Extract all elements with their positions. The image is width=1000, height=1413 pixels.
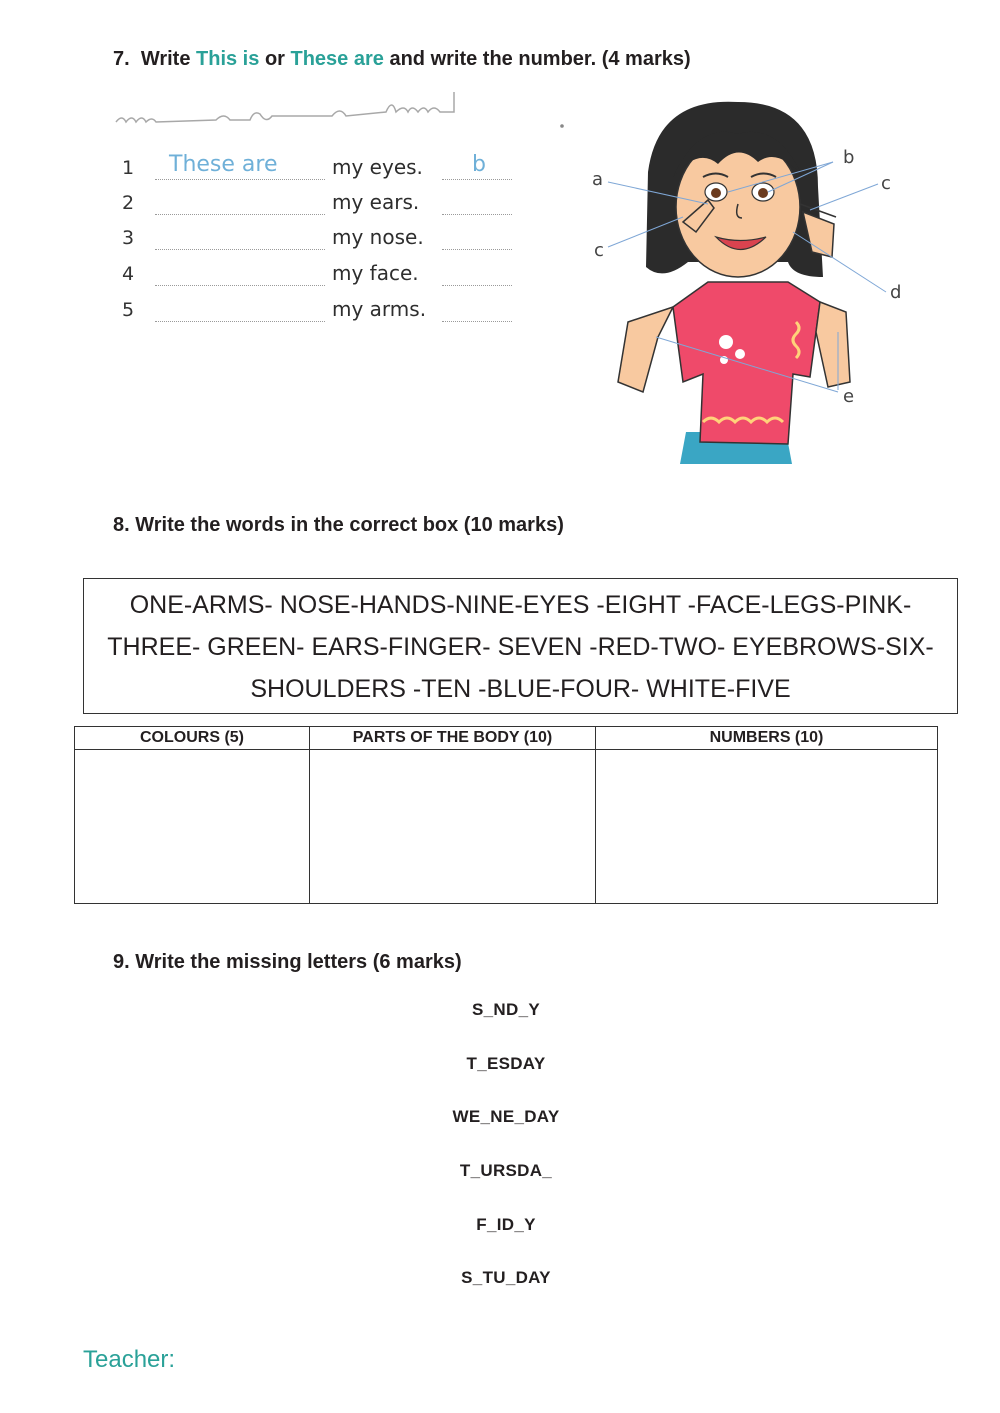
- right-arm-shape: [816, 302, 850, 387]
- q7-post: and write the number. (4 marks): [389, 48, 691, 70]
- row-number: 1: [122, 157, 135, 179]
- answer-blank[interactable]: [155, 297, 325, 322]
- row-number: 4: [122, 263, 135, 285]
- label-c-right: c: [881, 173, 891, 194]
- scribble-instruction-line: [112, 92, 572, 134]
- row-phrase: my nose.: [332, 225, 424, 249]
- label-d: d: [890, 282, 902, 303]
- q7-pre: Write: [140, 48, 191, 70]
- label-c-left: c: [594, 240, 604, 261]
- label-e: e: [843, 386, 855, 407]
- missing-letters-word[interactable]: T_URSDA_: [459, 1161, 553, 1180]
- answer-blank[interactable]: [155, 225, 325, 250]
- q9-heading: 9. Write the missing letters (6 marks): [113, 951, 462, 973]
- shirt-dot: [719, 335, 733, 349]
- q7-heading: [113, 48, 691, 71]
- word-bank-line: ONE-ARMS- NOSE-HANDS-NINE-EYES -EIGHT -FACE-LEGS-PINK-: [129, 591, 912, 619]
- sorting-table: [74, 726, 938, 904]
- missing-letters-word[interactable]: F_ID_Y: [476, 1215, 536, 1234]
- letter-blank[interactable]: [442, 261, 512, 286]
- answer-blank[interactable]: [155, 261, 325, 286]
- missing-letters-word[interactable]: S_TU_DAY: [461, 1268, 551, 1287]
- missing-letters-word[interactable]: WE_NE_DAY: [452, 1107, 560, 1126]
- row-number: 5: [122, 299, 135, 321]
- row-phrase: my ears.: [332, 190, 420, 214]
- answer-blank[interactable]: [155, 152, 325, 180]
- q7-number: 7.: [113, 48, 130, 70]
- letter-blank[interactable]: [442, 190, 512, 215]
- column-header-body-parts: PARTS OF THE BODY (10): [310, 727, 596, 750]
- word-bank-box: [83, 578, 958, 714]
- q8-heading: 8. Write the words in the correct box (10 marks): [113, 514, 564, 536]
- label-a: a: [592, 169, 604, 190]
- letter-blank[interactable]: [442, 225, 512, 250]
- answer-blank[interactable]: [155, 190, 325, 215]
- q7-option-this-is: This is: [196, 48, 260, 70]
- label-b: b: [843, 147, 855, 168]
- filled-answer: These are: [169, 152, 278, 177]
- row-phrase: my arms.: [332, 297, 427, 321]
- word-bank-line: THREE- GREEN- EARS-FINGER- SEVEN -RED-TWO- EYEBROWS-SIX-: [107, 633, 934, 661]
- missing-letters-word[interactable]: T_ESDAY: [466, 1054, 546, 1073]
- row-phrase: my eyes.: [332, 155, 423, 179]
- girl-illustration: [588, 92, 918, 467]
- word-bank-line: SHOULDERS -TEN -BLUE-FOUR- WHITE-FIVE: [250, 675, 791, 703]
- missing-letters-word[interactable]: S_ND_Y: [472, 1000, 540, 1019]
- column-header-numbers: NUMBERS (10): [596, 727, 938, 750]
- left-arm-shape: [618, 307, 673, 392]
- colours-answer-cell[interactable]: [75, 750, 310, 904]
- body-parts-answer-cell[interactable]: [310, 750, 596, 904]
- left-pupil: [711, 188, 721, 198]
- row-number: 3: [122, 227, 135, 249]
- q7-option-these-are: These are: [290, 48, 384, 70]
- right-pupil: [758, 188, 768, 198]
- filled-letter: b: [472, 152, 486, 177]
- letter-blank[interactable]: [442, 152, 512, 180]
- numbers-answer-cell[interactable]: [596, 750, 938, 904]
- row-phrase: my face.: [332, 261, 419, 285]
- shirt-dot: [735, 349, 745, 359]
- teacher-label: Teacher:: [83, 1346, 176, 1373]
- column-header-colours: COLOURS (5): [75, 727, 310, 750]
- q7-mid: or: [264, 48, 285, 70]
- row-number: 2: [122, 192, 135, 214]
- letter-blank[interactable]: [442, 297, 512, 322]
